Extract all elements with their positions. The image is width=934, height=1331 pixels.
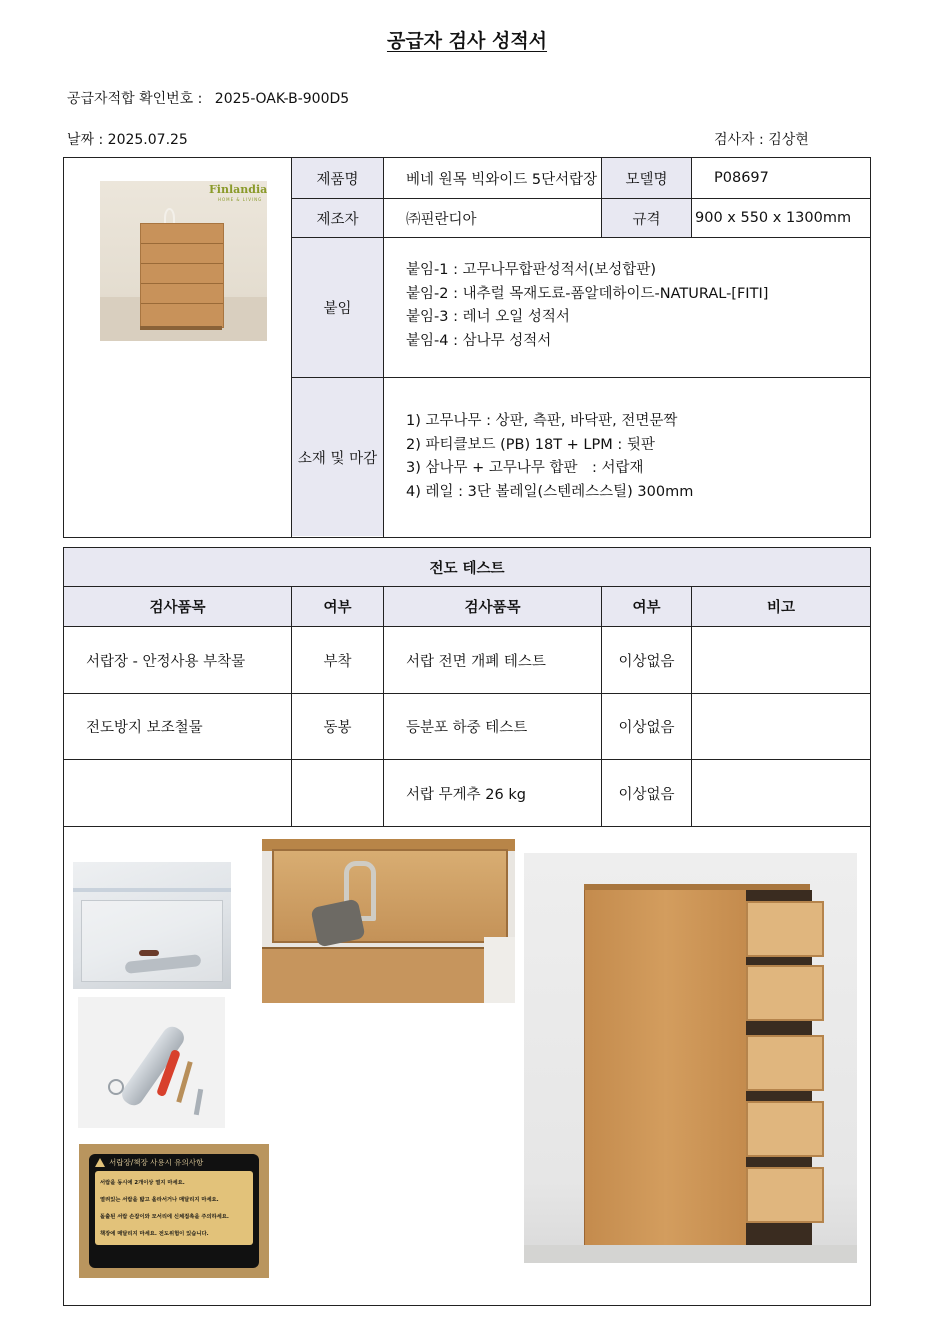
spec-label: 규격 [632,211,661,228]
open-drawer [746,901,824,957]
table-cell: 이상없음 [618,653,675,670]
warning-sticker [89,1154,259,1268]
table-cell [692,694,870,759]
attachment-item: 붙임-1 : 고무나무합판성적서(보성합판) [406,262,656,278]
brand-sub: HOME & LIVING [218,197,263,202]
tip-test-title: 전도 테스트 [429,560,505,577]
header-note: 비고 [766,600,795,616]
warning-line: 열려있는 서랍을 밟고 올라서거나 매달리지 마세요. [100,1197,219,1203]
cert-label: 공급자적합 확인번호 : [67,91,203,107]
table-cell: 서랍장 - 안정사용 부착물 [86,653,246,670]
warning-icon [95,1158,105,1167]
header-result-1: 여부 [323,600,352,616]
bag-item [139,950,159,956]
warning-line: 책장에 매달리지 마세요. 전도위험이 있습니다. [100,1231,209,1237]
zip-seal [73,888,231,892]
attachment-item: 붙임-3 : 레너 오일 성적서 [406,309,570,325]
table-cell [692,760,870,826]
warning-line: 서랍을 동시에 2개이상 열지 마세요. [100,1180,185,1186]
date-label: 날짜 : [67,132,104,148]
model-number: P08697 [714,170,769,186]
material-label: 소재 및 마감 [297,451,378,467]
date-value: 2025.07.25 [107,132,188,148]
dresser-open-photo [524,853,857,1263]
warning-title: 서랍장/책장 사용시 유의사항 [109,1158,204,1167]
table-cell [692,627,870,693]
table-cell: 전도방지 보조철물 [86,720,203,736]
page-title: 공급자 검사 성적서 [386,30,548,52]
warning-line: 돌출된 서랍 손잡이와 모서리에 신체접촉을 주의하세요. [100,1214,229,1220]
screw-icon [194,1089,203,1115]
open-drawer [746,965,824,1021]
bracket-hole [108,1079,124,1095]
hardware-bag-photo [73,862,231,989]
open-drawer [746,1167,824,1223]
cert-line [67,88,349,108]
header-result-2: 여부 [632,600,661,616]
attachment-item: 붙임-2 : 내추럴 목재도료-폼알데하이드-NATURAL-[FITI] [406,285,769,302]
cert-number: 2025-OAK-B-900D5 [214,91,350,107]
table-cell: 서랍 전면 개폐 테스트 [406,653,546,670]
material-list [406,410,693,504]
name-label: 제품명 [316,171,359,188]
table-cell: 등분포 하중 테스트 [406,720,528,736]
material-item: 2) 파티클보드 (PB) 18T + LPM : 뒷판 [406,436,655,453]
product-name: 베네 원목 빅와이드 5단서랍장 [406,171,598,188]
drawer-strap-photo [262,839,515,1003]
date-line [67,129,188,149]
table-cell [292,760,383,826]
maker-label: 제조자 [316,211,359,228]
inspector-line [714,129,809,149]
lower-drawer [262,947,484,1003]
floor [524,1245,857,1263]
warning-body [95,1171,253,1245]
product-photo [100,181,267,341]
warning-label-photo [79,1144,269,1278]
drawer-box [272,849,508,943]
table-cell: 이상없음 [618,720,675,736]
material-item: 1) 고무나무 : 상판, 측판, 바닥판, 전면문짝 [406,413,678,429]
table-cell: 이상없음 [618,786,675,803]
table-cell: 서랍 무게추 26 kg [406,786,526,803]
table-cell [64,760,291,826]
open-drawer [746,1101,824,1157]
dresser-icon [140,223,224,328]
table-cell: 동봉 [323,720,352,736]
background-wall [484,937,515,1003]
attachment-item: 붙임-4 : 삼나무 성적서 [406,332,552,349]
brand-logo: Finlandia [209,183,267,196]
model-label: 모델명 [625,171,668,188]
spec-value: 900 x 550 x 1300mm [695,210,852,226]
dresser-base [140,326,222,330]
maker-name: ㈜핀란디아 [406,211,477,228]
header-item-2: 검사품목 [464,600,521,616]
hardware-parts-photo [78,997,225,1128]
divider [63,826,871,827]
table-cell: 부착 [323,653,352,670]
inspector-value: 김상현 [768,132,809,148]
material-item: 4) 레일 : 3단 볼레일(스텐레스스틸) 300mm [406,483,694,500]
material-item: 3) 삼나무 + 고무나무 합판 : 서랍재 [406,460,644,476]
attachment-list [406,259,768,353]
screw-icon [176,1061,192,1103]
dresser-side-panel [584,886,748,1258]
open-drawer [746,1035,824,1091]
header-item-1: 검사품목 [149,600,206,616]
inspector-label: 검사자 : [714,132,764,148]
attach-label: 붙임 [323,301,352,317]
